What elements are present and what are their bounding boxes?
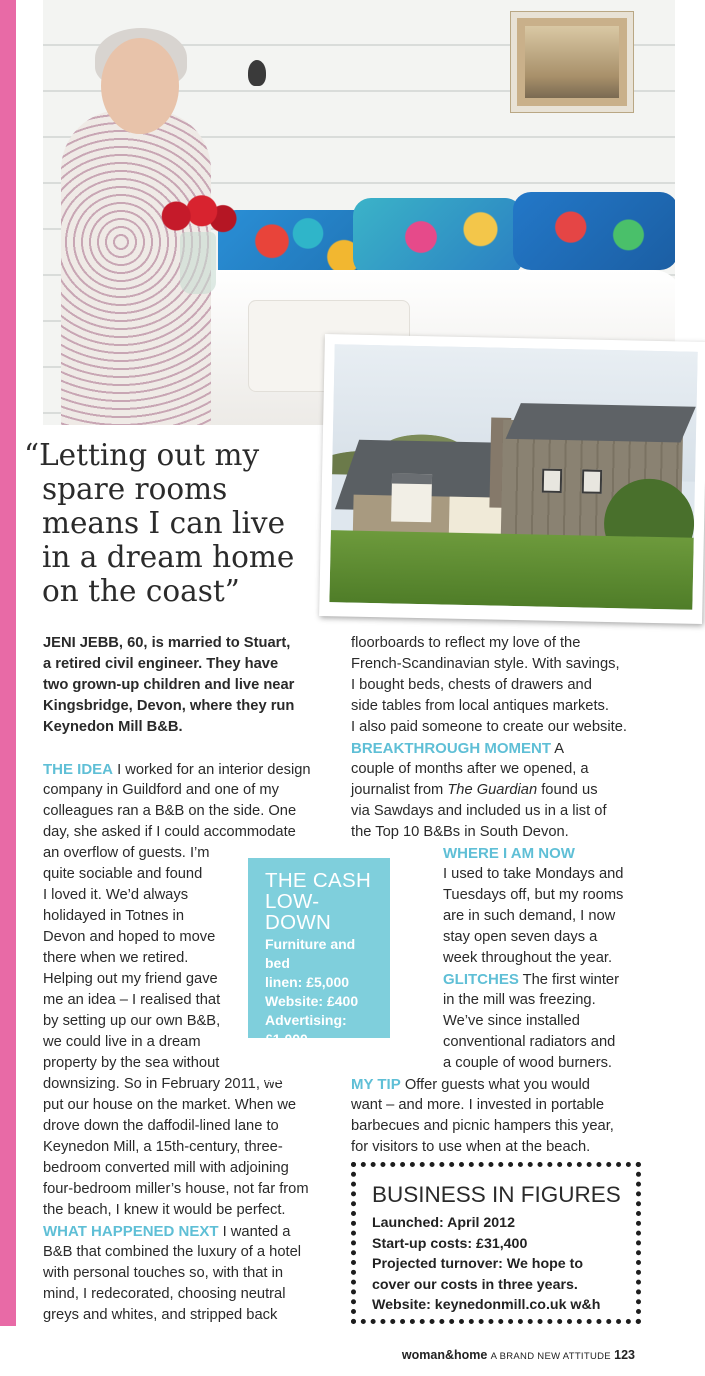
body-line: there when we retired. bbox=[43, 950, 189, 966]
body-line: I bought beds, chests of drawers and bbox=[351, 677, 592, 693]
intro-line: Keynedon Mill B&B. bbox=[43, 719, 183, 735]
body-line: French-Scandinavian style. With savings, bbox=[351, 656, 620, 672]
section-heading-what-happened-next: WHAT HAPPENED NEXT bbox=[43, 1223, 219, 1240]
section-heading-breakthrough: BREAKTHROUGH MOMENT bbox=[351, 740, 551, 757]
body-text: journalist from bbox=[351, 782, 448, 798]
body-text: I worked for an interior design bbox=[113, 762, 311, 778]
body-line: four-bedroom miller’s house, not far from bbox=[43, 1181, 309, 1197]
figures-row: Launched: April 2012 bbox=[372, 1215, 515, 1231]
cash-item: Refurbishments: bbox=[265, 1050, 377, 1066]
cash-item: Website: £400 bbox=[265, 993, 359, 1009]
intro-line: JENI JEBB, 60, is married to Stuart, bbox=[43, 635, 291, 651]
figures-row: Website: keynedonmill.co.uk w&h bbox=[372, 1297, 601, 1313]
pull-quote bbox=[24, 438, 324, 608]
article-tip bbox=[351, 1074, 614, 1158]
quote-line: “Letting out my bbox=[24, 438, 260, 472]
body-line: greys and whites, and stripped back bbox=[43, 1307, 278, 1323]
mill-photo-image bbox=[329, 344, 697, 610]
wall-hook bbox=[248, 60, 266, 86]
body-line: Helping out my friend gave bbox=[43, 971, 218, 987]
body-line: Tuesdays off, but my rooms bbox=[443, 887, 624, 903]
body-line: by setting up our own B&B, bbox=[43, 1013, 221, 1029]
cash-box-items bbox=[265, 935, 382, 1087]
body-line: stay open seven days a bbox=[443, 929, 598, 945]
body-line: for visitors to use when at the beach. bbox=[351, 1139, 591, 1155]
page-footer bbox=[402, 1348, 635, 1362]
publication-title: The Guardian bbox=[447, 782, 538, 798]
body-line bbox=[443, 969, 623, 990]
body-line: B&B that combined the luxury of a hotel bbox=[43, 1244, 301, 1260]
body-line: barbecues and picnic hampers this year, bbox=[351, 1118, 614, 1134]
body-line: we could live in a dream bbox=[43, 1034, 201, 1050]
intro-line: a retired civil engineer. They have bbox=[43, 656, 279, 672]
article-right-narrow bbox=[443, 843, 623, 1074]
body-text: The first winter bbox=[518, 972, 619, 988]
body-line: day, she asked if I could accommodate bbox=[43, 824, 296, 840]
body-text: found us bbox=[537, 782, 598, 798]
body-line: bedroom converted mill with adjoining bbox=[43, 1160, 289, 1176]
section-heading-idea: THE IDEA bbox=[43, 761, 114, 778]
figures-row: cover our costs in three years. bbox=[372, 1276, 578, 1293]
quote-line: spare rooms bbox=[42, 472, 228, 506]
mill-window bbox=[582, 469, 602, 493]
article-right-column bbox=[351, 633, 627, 843]
body-line: Devon and hoped to move bbox=[43, 929, 216, 945]
pink-margin-bar bbox=[0, 0, 16, 1326]
quote-line: in a dream home bbox=[42, 540, 295, 574]
body-line: a couple of wood burners. bbox=[443, 1055, 613, 1071]
cash-box-title: LOW-DOWN bbox=[265, 890, 332, 934]
magazine-brand: woman&home bbox=[401, 1348, 488, 1362]
dormer-window bbox=[391, 473, 432, 522]
figures-row: Start-up costs: £31,400 bbox=[372, 1235, 528, 1252]
mill-window bbox=[542, 469, 562, 493]
body-line: company in Guildford and one of my bbox=[43, 782, 279, 798]
body-line: holidayed in Totnes in bbox=[43, 908, 184, 924]
body-line bbox=[43, 759, 311, 780]
body-line: I also paid someone to create our website. bbox=[351, 719, 627, 735]
quote-line: means I can live bbox=[42, 506, 286, 540]
body-text: I wanted a bbox=[218, 1224, 291, 1240]
body-line: mind, I redecorated, choosing neutral bbox=[43, 1286, 286, 1302]
business-figures-box bbox=[351, 1162, 641, 1324]
quote-line: on the coast” bbox=[42, 574, 240, 608]
intro-line: two grown-up children and live near bbox=[43, 677, 295, 693]
body-line: me an idea – I realised that bbox=[43, 992, 221, 1008]
intro-line: Kingsbridge, Devon, where they run bbox=[43, 698, 295, 714]
body-line: an overflow of guests. I’m bbox=[43, 845, 210, 861]
body-line: week throughout the year. bbox=[443, 950, 613, 966]
body-line: with personal touches so, with that in bbox=[43, 1265, 284, 1281]
section-heading-my-tip: MY TIP bbox=[351, 1076, 401, 1093]
magazine-tagline: A BRAND NEW ATTITUDE bbox=[490, 1351, 611, 1362]
cash-item: Advertising: £1,000 bbox=[265, 1012, 347, 1047]
body-line: conventional radiators and bbox=[443, 1034, 616, 1050]
body-line: put our house on the market. When we bbox=[43, 1097, 297, 1113]
body-line bbox=[351, 1074, 614, 1095]
body-line: I used to take Mondays and bbox=[443, 866, 624, 882]
body-line: We’ve since installed bbox=[443, 1013, 580, 1029]
body-line: quite sociable and found bbox=[43, 866, 203, 882]
body-line: floorboards to reflect my love of the bbox=[351, 635, 581, 651]
page-number: 123 bbox=[614, 1348, 635, 1362]
mill-photo bbox=[319, 334, 705, 624]
body-line: property by the sea without bbox=[43, 1055, 220, 1071]
body-line: couple of months after we opened, a bbox=[351, 761, 589, 777]
pillow-patterned bbox=[353, 198, 523, 276]
cash-item: linen: £5,000 bbox=[265, 974, 350, 990]
body-line: are in such demand, I now bbox=[443, 908, 616, 924]
body-line: downsizing. So in February 2011, we bbox=[43, 1076, 283, 1092]
cash-lowdown-box bbox=[248, 858, 390, 1085]
body-line bbox=[351, 738, 627, 759]
lawn bbox=[329, 530, 693, 610]
section-heading-glitches: GLITCHES bbox=[443, 971, 519, 988]
pillow-patterned bbox=[513, 192, 675, 270]
body-line: in the mill was freezing. bbox=[443, 992, 596, 1008]
cash-item: Furniture and bed bbox=[265, 936, 356, 971]
section-heading-where-i-am-now: WHERE I AM NOW bbox=[443, 845, 575, 862]
body-line: want – and more. I invested in portable bbox=[351, 1097, 605, 1113]
painting bbox=[525, 26, 619, 98]
body-text: A bbox=[551, 741, 565, 757]
mill-roof bbox=[506, 403, 696, 442]
body-line: the beach, I knew it would be perfect. bbox=[43, 1202, 286, 1218]
body-line bbox=[443, 843, 623, 864]
cash-box-title: THE CASH bbox=[265, 869, 372, 892]
body-line: drove down the daffodil-lined lane to bbox=[43, 1118, 279, 1134]
painting-frame bbox=[511, 12, 633, 112]
figures-title: BUSINESS IN FIGURES bbox=[372, 1182, 621, 1207]
body-line: I loved it. We’d always bbox=[43, 887, 189, 903]
body-text: Offer guests what you would bbox=[400, 1077, 590, 1093]
body-line: the Top 10 B&Bs in South Devon. bbox=[351, 824, 569, 840]
woman-head bbox=[101, 38, 179, 134]
figures-row: Projected turnover: We hope to bbox=[372, 1256, 583, 1272]
body-line: colleagues ran a B&B on the side. One bbox=[43, 803, 297, 819]
body-line: via Sawdays and included us in a list of bbox=[351, 803, 607, 819]
body-line: Keynedon Mill, a 15th-century, three- bbox=[43, 1139, 283, 1155]
spacer bbox=[43, 738, 311, 759]
body-line: side tables from local antiques markets. bbox=[351, 698, 609, 714]
cash-item: £25,000 bbox=[265, 1069, 316, 1085]
body-line bbox=[43, 1221, 311, 1242]
red-roses bbox=[155, 190, 240, 242]
body-line bbox=[351, 780, 627, 801]
